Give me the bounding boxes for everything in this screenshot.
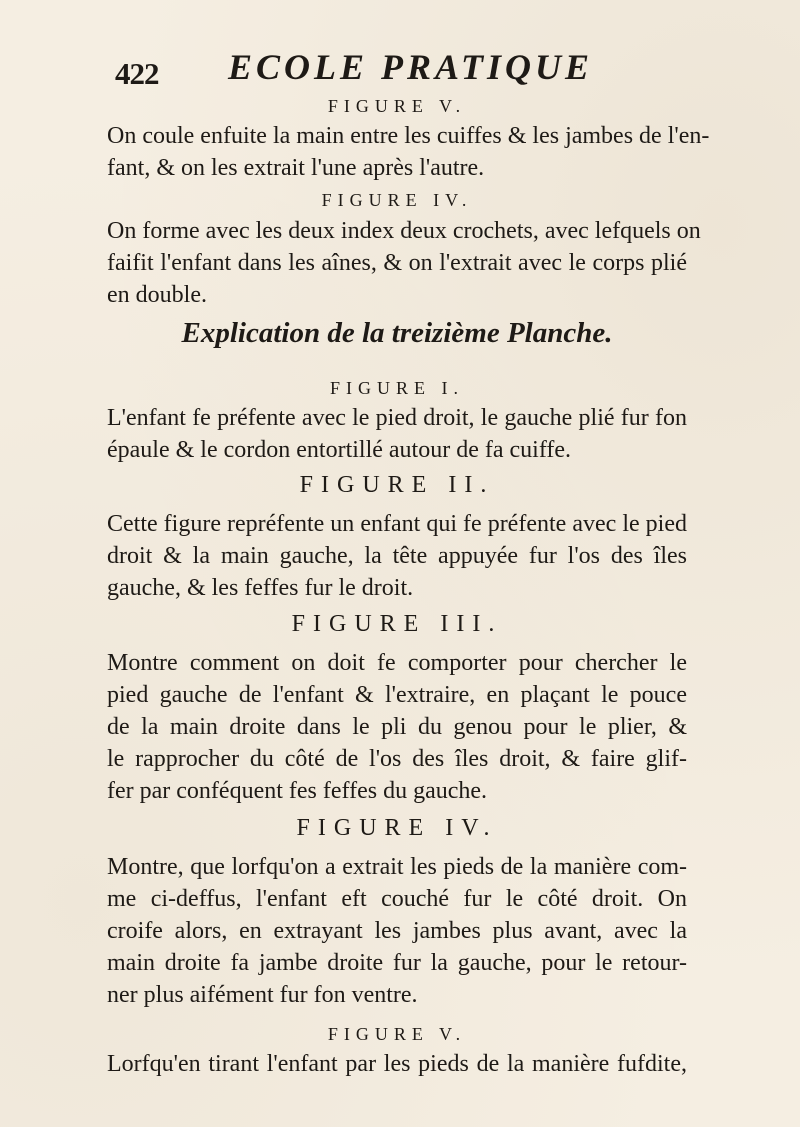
- figure-heading: FIGURE I.: [330, 378, 464, 398]
- figure-heading: FIGURE V.: [327, 96, 467, 116]
- section-title: Explication de la treizième Planche.: [181, 317, 613, 349]
- text-line: épaule & le cordon entortillé autour de fa cuiffe.: [107, 437, 572, 463]
- figure-description: [107, 120, 710, 184]
- text-line: fer par conféquent fes feffes du gauche.: [107, 778, 488, 804]
- figure-heading: FIGURE IV.: [296, 815, 498, 841]
- figure-description: [107, 647, 687, 807]
- text-line: droit & la main gauche, la tête appuyée fur l'os des îles: [107, 543, 687, 569]
- text-line: main droite fa jambe droite fur la gauche, pour le retour-: [107, 950, 687, 976]
- text-line: en double.: [107, 282, 207, 308]
- page-header: [0, 46, 800, 102]
- text-line: fant, & on les extrait l'une après l'autre.: [107, 155, 485, 181]
- text-line: On coule enfuite la main entre les cuiffes & les jambes de l'en-: [107, 123, 710, 149]
- figure-description: [107, 1048, 687, 1080]
- figure-heading: FIGURE III.: [291, 611, 503, 637]
- text-line: L'enfant fe préfente avec le pied droit, le gauche plié fur fon: [107, 405, 687, 431]
- text-line: Montre comment on doit fe comporter pour chercher le: [107, 650, 687, 676]
- text-line: gauche, & les feffes fur le droit.: [107, 575, 414, 601]
- text-line: pied gauche de l'enfant & l'extraire, en plaçant le pouce: [107, 682, 687, 708]
- text-line: On forme avec les deux index deux crochets, avec lefquels on: [107, 218, 701, 244]
- page-number: 422: [115, 56, 159, 91]
- figure-description: [107, 215, 701, 311]
- text-line: le rapprocher du côté de l'os des îles droit, & faire glif-: [107, 746, 687, 772]
- text-line: Cette figure repréfente un enfant qui fe préfente avec le pied: [107, 511, 687, 537]
- figure-description: [107, 851, 687, 1011]
- text-line: Lorfqu'en tirant l'enfant par les pieds de la manière fufdite,: [107, 1051, 687, 1077]
- text-line: me ci-deffus, l'enfant eft couché fur le côté droit. On: [107, 886, 687, 912]
- text-line: ner plus aifément fur fon ventre.: [107, 982, 418, 1008]
- text-line: de la main droite dans le pli du genou pour le plier, &: [107, 714, 687, 740]
- figure-description: [107, 402, 687, 466]
- running-title: ECOLE PRATIQUE: [228, 47, 594, 87]
- text-line: Montre, que lorfqu'on a extrait les pieds de la manière com-: [107, 854, 687, 880]
- figure-description: [107, 508, 687, 604]
- text-line: faifit l'enfant dans les aînes, & on l'extrait avec le corps plié: [107, 250, 687, 276]
- text-line: croife alors, en extrayant les jambes plus avant, avec la: [107, 918, 687, 944]
- figure-heading: FIGURE IV.: [321, 190, 473, 210]
- figure-heading: FIGURE V.: [327, 1024, 467, 1044]
- figure-heading: FIGURE II.: [299, 472, 495, 498]
